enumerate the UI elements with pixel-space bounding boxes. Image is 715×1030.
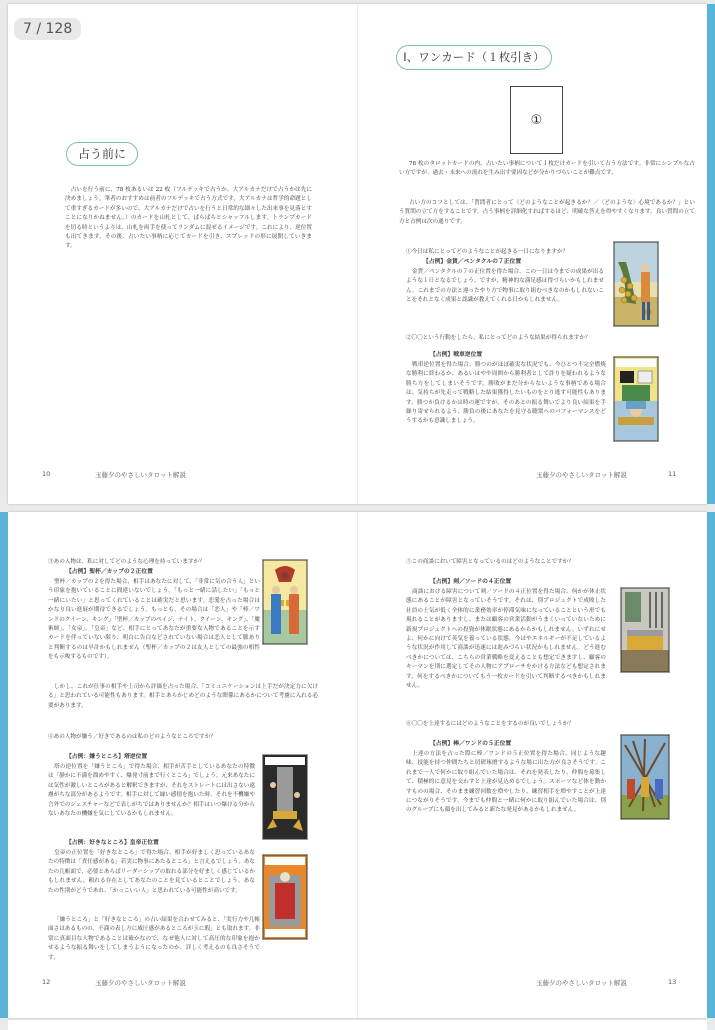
section-heading-one-card: Ⅰ、ワンカード（１枚引き） (396, 45, 552, 70)
question-4: ④あの人物が嫌う／好きであるのは私のどのようなところですか？ (48, 734, 216, 740)
running-footer: 玉藤夕のやさしいタロット解説 (536, 471, 627, 479)
tarot-card-chariot-reversed (613, 356, 659, 442)
gutter (357, 512, 358, 1018)
body-text: 占いを行う前に、78 枚あるいは 22 枚（フルデッキで占うか、大アルカナだけで占うかは先に決めましょう。筆者のおすすめは前者のフルデッキで占う方式です。大アルカナは哲学的命題として重すぎるカードが多いので、大アルカナだけで占いを行うと日常的な細々した出来事を見落とすことになりかねません。）のカードを山札として、ぱらぱらとシャッフルします。トランプカードを切る時というよりは、山札を両手を使ってランダムに混ぜるイメージです。これにより、逆位置も出てきます。その後、占いたい事柄に応じてカードを引き、スプレッドの形に展開していきます。 (65, 187, 312, 250)
gutter (357, 4, 358, 504)
result-label-4b: 【占例：好きなところ】皇帝正位置 (66, 840, 159, 846)
tarot-card-four-of-swords (620, 587, 670, 673)
running-footer: 玉藤夕のやさしいタロット解説 (95, 979, 186, 987)
result-label-5: 【占例】剣／ソードの４正位置 (430, 579, 512, 585)
tarot-card-tower-reversed (262, 754, 308, 840)
tarot-card-seven-of-pentacles-illustration (614, 242, 658, 326)
tarot-card-two-of-cups-illustration (263, 560, 307, 644)
question-3: ③あの人物は、私に対してどのような心理を持っていますか？ (48, 559, 205, 565)
result-label-2: 【占例】戦車逆位置 (430, 352, 483, 358)
answer-3-continued: しかし、これが仕事の相手や上司から評価を占った場合、「コミュニケーションは上手だが決定力に欠ける」と思われている可能性もあります。相手とあらかじめどのような関係にあるかについて考慮に入れる必要があります。 (48, 684, 318, 709)
tarot-card-seven-of-pentacles (613, 241, 659, 327)
page-number: 12 (42, 978, 51, 986)
question-2: ②〇〇という行動をしたら、私にとってどのような結果が得られますか？ (406, 335, 591, 341)
answer-5: 商談における障害について剣／ソードの４正位置を得た場合、何かが休止状態にあることが障害となっていそうです。それは、別プロジェクトで成敗した社員の士気が低く全体的に業務効率が停滞気味になっていることという形でも現れることがありますし、または顧客の営業活動がうまくいっていないために新規プロジェクトへの投資が休眠状態にあるからかもしれません。いずれにせよ、何かに向けて英気を養っている状態。今はやエネルギーが不足しているような状況が作用して商談が迅速には進みづらい状況かもしれません。どう進むべきかについては、こちらの営業戦略を変えることも想定できますし、顧客のキーマンを別に選定してその人物にアプローチをかける方法なども想定されます。何をするべきかについてもう一枚カードを引いて判断するべきかもしれません。 (406, 589, 606, 690)
tarot-card-tower-reversed-illustration (263, 755, 307, 839)
spread-pages-12-13 (8, 512, 707, 1018)
page-number: 10 (42, 470, 51, 478)
answer-4-summary: 「嫌うところ」と「好きなところ」の占い結果を合わせてみると、「実行力や几帳面さはあるものの、不満の表し方に威圧感があるところが玉に瑕」とも取れます。非常に真面目な人物であることは確かなので、なぜ他人に対して高圧的な印象を抱かせるような振る舞いをしてしまうようになったのか、詳しく考えるのも良さそうです。 (48, 917, 260, 961)
tarot-card-emperor (262, 854, 308, 940)
answer-4a: 塔の逆位置を「嫌うところ」で得た場合、相手が苦手としているあなたの特徴は「静かに不満を溜めやすく、爆発寸前まで行くところ」でしょう。元来あなたには気性が激しいところがあると解釈できますが、それをストレートには出さない遠慮がちな部分があるようです。相手に対して縁い感情を抱いた時、それを不機嫌や言外でのジェスチャーなどで表しがちではありませんか？相手はいつ爆ける分からないあなたの機嫌を気にしているかもしれません。 (48, 764, 255, 818)
running-footer: 玉藤夕のやさしいタロット解説 (536, 979, 627, 987)
answer-6: 上達の方法を占った際に棒／ワンドの５正位置を得た場合、同じような趣味、技能を持つ仲間たちと切磋琢磨するような場に出た方が良さそうです。これまで一人で何かに取り組んでいた場合は、それを発表したり、仲間を募集して、積極的に意見を交わすと上達が見込めるでしょう。スポーツなど体を動かすものの場合、そのまま練習回数を増やしたり、練習相手を増やすことが上達につながりそうです。今までも仲間と一緒に何かに取り組んでいた場合は、別のグループにも顔を出してみると新たな発見があるかもしれません。 (406, 751, 606, 814)
page-edge-marker (0, 512, 8, 1018)
running-footer: 玉藤夕のやさしいタロット解説 (95, 471, 186, 479)
tarot-card-five-of-wands-illustration (621, 735, 669, 819)
spread-pages-10-11 (8, 4, 707, 504)
tarot-card-four-of-swords-illustration (621, 588, 669, 672)
section-heading-before-reading: 占う前に (66, 142, 138, 166)
intro-text-2: 占い方のコツとしては、「質問者にとって〈どのようなことが起きるか？／〈どのような〉心境であるか？」という質問の立て方をすることです。占う事柄を詳細化すればするほど、明確な答えを得やすくなります。良い質問の立て方と占例は次の通りです。 (399, 200, 695, 225)
answer-1: 金貨／ペンタクルの７の正位置を得た場合、この一日は今までの成果が出るような１日となるでしょう。ですが、精神的な満足感は得づらいかもしれません。これまでの方法と違ったやり方で物事に取り組むべきなのかもしれないことをそれとなく成果と認識が教えてくれる日かもしれません。 (406, 269, 604, 304)
page-edge-marker (707, 4, 715, 504)
card-position-box: ① (510, 86, 563, 154)
answer-2: 戦車逆位置を得た場合、勝つのがほぼ確実な状況でも、今ひとつ不完全燃焼な勝利に終わるか、あるいはやや周囲から勝利者として詐りを疑われるような勝ち方をしてしまいそうです。勝敗がまだ分からないような事柄である場合は、気持ちが先走って戦略した結果獲得したいものをとり逃す可能性もあります。勝つか負けるかは時の運ですが、そのあとの振る舞いでより良い結果を手繰り寄せられるよう、勝負の後にあなたを見守る聴衆へのパフォーマンスをどうするかも意識しましょう。 (406, 362, 606, 425)
question-1: ①今日は私にとってどのようなことが起きる一日になりますか？ (406, 249, 569, 255)
answer-4b: 皇帝の正位置を「好きなところ」で得た場合、相手が好ましく思っているあなたの特徴は「責任感がある」若実に物事にあたるところ」と言えるでしょう。あなたの几帳面で、必要とあらばリーダーシップの取れる部分を好ましく感じているかもしれません。頼れる存在としてあなたのことを見ているとことでしょう。あなたの性別がどうであれ、「かっこいい人」と思われている可能性が高いです。 (48, 850, 255, 894)
answer-3: 聖杯／カップの２を得た場合、相手はあなたに対して、「非常に気の合う人」という印象を抱いていることに間違いないでしょう。「もっと一緒に話したい」「もっと一緒にいたい」と思ってくれていることは確実だと思います。恋愛を占った場合はかなり良い進展が期待できるでしょう。もっとも、その場合は「恋人」や「棒／ワンドのクイーン、キング」「聖杯／カップのペイジ、ナイト、クイーン、キング」、「魔術師」、「女帝」、「皇帝」など、相手にとってあなたが重要な人物であることを示すカードを伴っていない限り、明白に告白などされていない場合は恋人として脈ありと判断するのは早計かもしれません（聖杯／カップの２は友人としての最強の相性をも示唆するものです）。 (48, 579, 260, 661)
question-6: ⑥〇〇を上達するにはどのようなことをするのが良いでしょうか？ (406, 721, 574, 727)
tarot-card-emperor-illustration (263, 855, 307, 939)
result-label-1: 【占例】金貨／ペンタクルの７正位置 (423, 259, 522, 265)
tarot-card-chariot-reversed-illustration (614, 357, 658, 441)
intro-text-1: 78 枚のタロットカードの内、占いたい事柄について１枚だけカードを引いて占う方法です。非常にシンプルな占い方ですが、過去・未来への流れを生み出す要因などが分かりづらいことが難点です。 (399, 161, 695, 177)
result-label-4a: 【占例：嫌うところ】塔逆位置 (66, 754, 148, 760)
page-edge-marker (707, 512, 715, 1018)
question-5: ⑤この商談において障害となっているのはどのようなことですか？ (406, 559, 574, 565)
page-counter[interactable]: 7 / 128 (14, 18, 81, 40)
result-label-6: 【占例】棒／ワンドの５正位置 (430, 741, 512, 747)
tarot-card-two-of-cups (262, 559, 308, 645)
result-label-3: 【占例】聖杯／カップの２正位置 (66, 569, 153, 575)
tarot-card-five-of-wands (620, 734, 670, 820)
page-number: 13 (668, 978, 677, 986)
page-number: 11 (668, 470, 677, 478)
next-spread-edge (8, 1020, 707, 1030)
